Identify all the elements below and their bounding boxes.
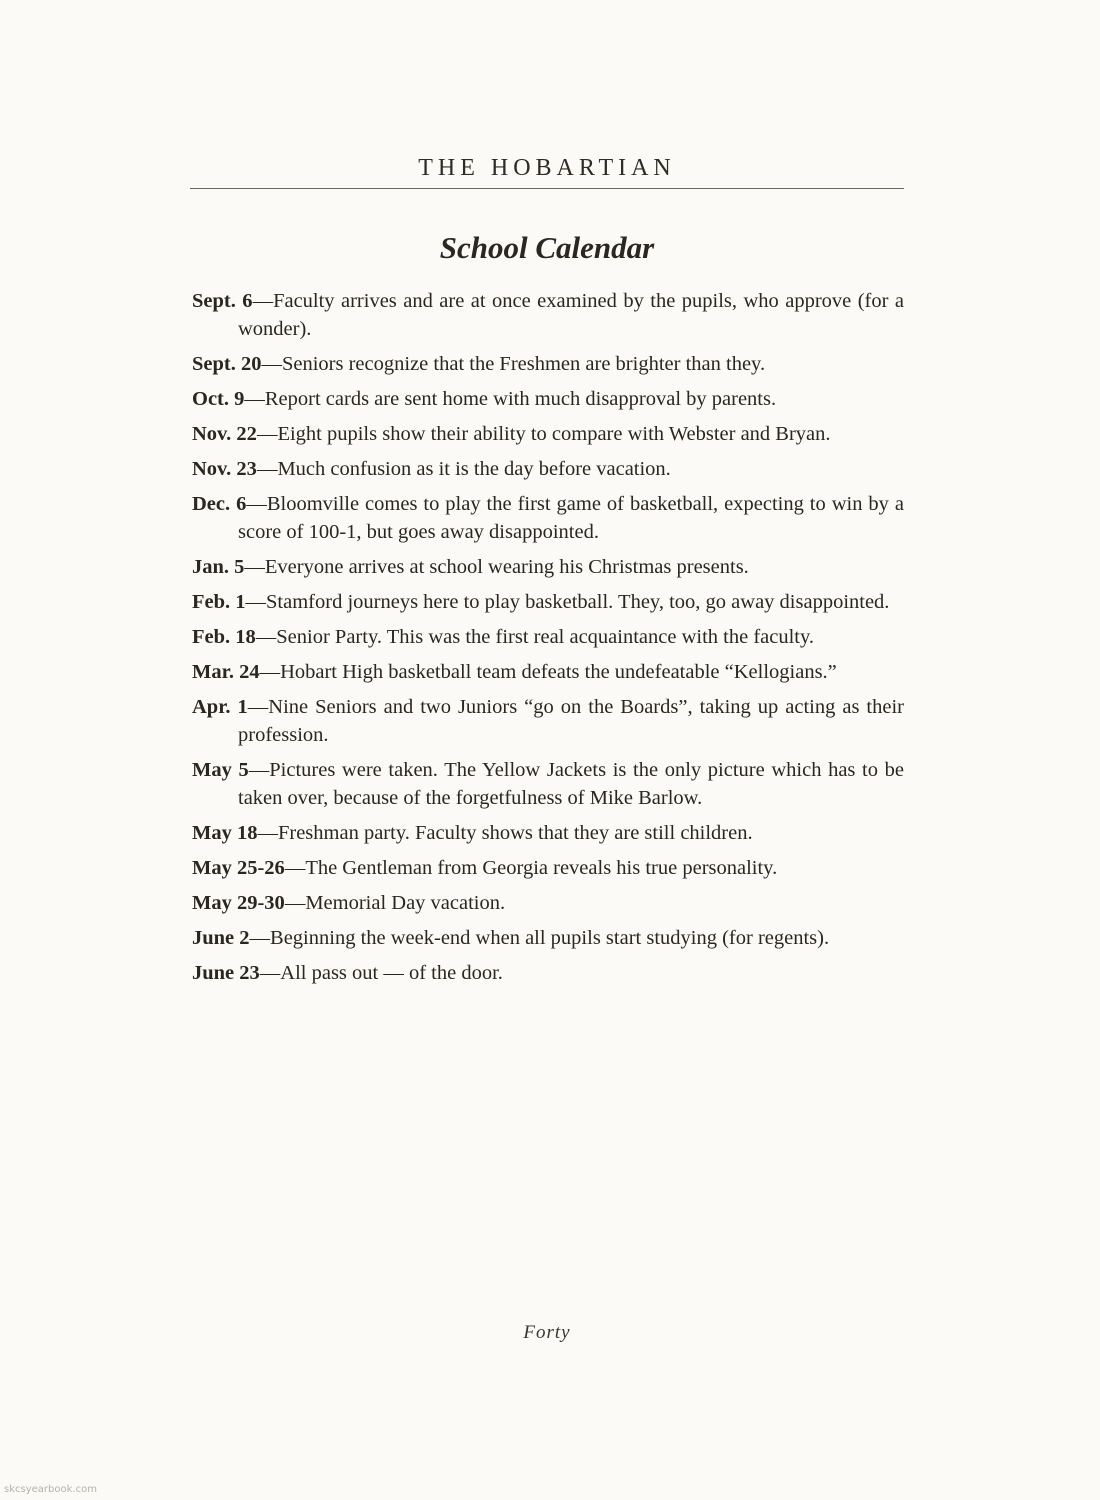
entry-text: —Hobart High basketball team defeats the undefeatable “Kellogians.”	[259, 661, 837, 683]
entry-date: Mar. 24	[192, 661, 260, 683]
entry-text: —Eight pupils show their ability to compare with Webster and Bryan.	[256, 423, 831, 445]
entry-date: Sept. 20	[192, 353, 262, 375]
entry-date: June 2	[192, 927, 250, 949]
entry-text: —Bloomville comes to play the first game of basketball, expecting to win by a score of 100-1, but goes away disappointed.	[238, 493, 904, 543]
entry-text: —Pictures were taken. The Yellow Jackets is the only picture which has to be taken over, because of the forgetfulness of Mike Barlow.	[238, 759, 904, 809]
entry-text: —Senior Party. This was the first real acquaintance with the faculty.	[255, 626, 815, 648]
entry-date: May 29-30	[192, 892, 285, 914]
entry-text: —Seniors recognize that the Freshmen are brighter than they.	[261, 353, 766, 375]
calendar-entry	[192, 854, 904, 882]
running-header: THE HOBARTIAN	[418, 155, 676, 181]
entry-date: Nov. 22	[192, 423, 257, 445]
calendar-entry	[192, 455, 904, 483]
header-rule	[190, 188, 904, 189]
calendar-entry	[192, 287, 904, 343]
calendar-entry	[192, 658, 904, 686]
calendar-entry	[192, 385, 904, 413]
calendar-entry	[192, 693, 904, 749]
entry-text: —Report cards are sent home with much disapproval by parents.	[244, 388, 777, 410]
entry-date: Sept. 6	[192, 290, 253, 312]
entry-date: May 18	[192, 822, 258, 844]
entry-date: Oct. 9	[192, 388, 245, 410]
entry-text: —Faculty arrives and are at once examined by the pupils, who approve (for a wonder).	[238, 290, 904, 340]
entry-text: —Freshman party. Faculty shows that they are still children.	[257, 822, 753, 844]
entry-date: Dec. 6	[192, 493, 247, 515]
entry-text: —Everyone arrives at school wearing his Christmas presents.	[244, 556, 749, 578]
entry-date: June 23	[192, 962, 260, 984]
entry-text: —The Gentleman from Georgia reveals his true personality.	[284, 857, 778, 879]
page-title: School Calendar	[439, 230, 655, 265]
calendar-entry	[192, 588, 904, 616]
entry-date: May 25-26	[192, 857, 285, 879]
watermark: skcsyearbook.com	[4, 1484, 97, 1495]
entry-text: —Nine Seniors and two Juniors “go on the Boards”, taking up acting as their profession.	[238, 696, 904, 746]
calendar-entry	[192, 420, 904, 448]
calendar-entry	[192, 924, 904, 952]
entry-text: —Memorial Day vacation.	[284, 892, 506, 914]
page-number: Forty	[523, 1322, 571, 1343]
entry-text: —Stamford journeys here to play basketball. They, too, go away disappointed.	[245, 591, 890, 613]
entry-text: —All pass out — of the door.	[259, 962, 503, 984]
entry-date: Feb. 18	[192, 626, 256, 648]
calendar-entry	[192, 623, 904, 651]
entry-text: —Beginning the week-end when all pupils start studying (for regents).	[249, 927, 830, 949]
calendar-entry	[192, 756, 904, 812]
entry-date: Apr. 1	[192, 696, 248, 718]
entry-date: Nov. 23	[192, 458, 257, 480]
entry-text: —Much confusion as it is the day before vacation.	[256, 458, 671, 480]
calendar-entry	[192, 490, 904, 546]
calendar-list	[192, 287, 904, 994]
entry-date: Jan. 5	[192, 556, 245, 578]
calendar-entry	[192, 350, 904, 378]
calendar-entry	[192, 819, 904, 847]
entry-date: Feb. 1	[192, 591, 246, 613]
entry-date: May 5	[192, 759, 249, 781]
calendar-entry	[192, 553, 904, 581]
calendar-entry	[192, 889, 904, 917]
calendar-entry	[192, 959, 904, 987]
